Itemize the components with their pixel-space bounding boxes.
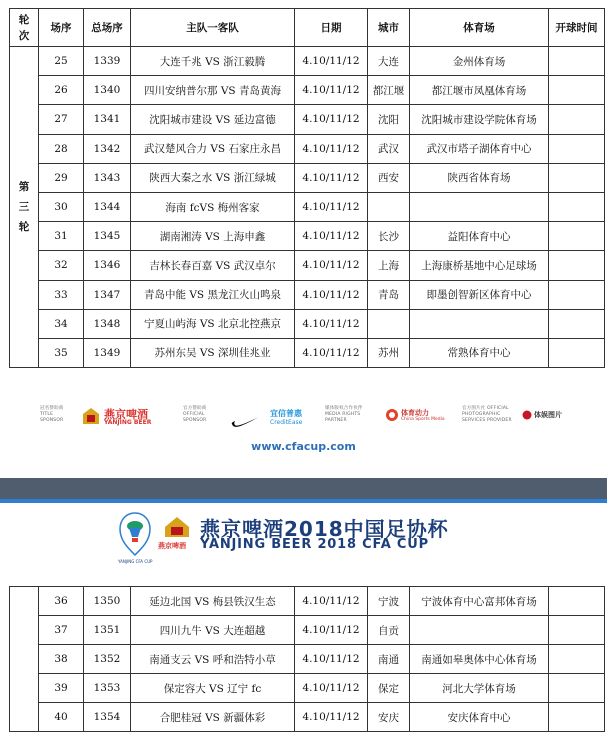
city: 上海 (368, 251, 410, 280)
match-date: 4.10/11/12 (295, 163, 368, 192)
stadium (410, 309, 549, 338)
city: 保定 (368, 674, 410, 703)
header-round-label: 轮次 (18, 13, 30, 42)
city (368, 309, 410, 338)
stadium: 益阳体育中心 (410, 222, 549, 251)
match-date: 4.10/11/12 (295, 309, 368, 338)
table-row (10, 134, 605, 163)
stadium: 都江堰市凤凰体育场 (410, 76, 549, 105)
beer-crest-icon (80, 406, 102, 428)
table-row (10, 251, 605, 280)
stadium: 陕西省体育场 (410, 163, 549, 192)
cup-banner (0, 503, 607, 573)
kickoff-time (549, 134, 605, 163)
match-date: 4.10/11/12 (295, 47, 368, 76)
city: 青岛 (368, 280, 410, 309)
header-match: 场序 (39, 9, 84, 47)
city: 沈阳 (368, 105, 410, 134)
stadium: 常熟体育中心 (410, 338, 549, 367)
media-partner (325, 406, 373, 424)
teams: 合肥桂冠 VS 新疆体彩 (131, 703, 295, 732)
kickoff-time (549, 309, 605, 338)
stadium: 上海康桥基地中心足球场 (410, 251, 549, 280)
stadium: 南通如皋奥体中心体育场 (410, 645, 549, 674)
banner-subtitle: YANJING BEER 2018 CFA CUP (200, 537, 429, 552)
kickoff-time (549, 76, 605, 105)
match-number: 26 (39, 76, 84, 105)
match-date: 4.10/11/12 (295, 134, 368, 163)
total-match-number: 1354 (84, 703, 131, 732)
site-url-link[interactable]: www.cfacup.com (251, 440, 356, 453)
official-sponsor (183, 406, 219, 424)
total-match-number: 1346 (84, 251, 131, 280)
match-number: 38 (39, 645, 84, 674)
photo-agency-icon (522, 410, 532, 420)
creditease-en: CreditEase (270, 419, 303, 426)
match-number: 25 (39, 47, 84, 76)
match-number: 35 (39, 338, 84, 367)
total-match-number: 1339 (84, 47, 131, 76)
total-match-number: 1350 (84, 587, 131, 616)
match-date: 4.10/11/12 (295, 338, 368, 367)
photo-partner-caption: 官方图片社 OFFICIAL PHOTOGRAPHIC SERVICES PROVIDER (462, 406, 512, 423)
city: 大连 (368, 47, 410, 76)
official-sponsor-caption: 官方赞助商 OFFICIAL SPONSOR (183, 406, 207, 423)
match-date: 4.10/11/12 (295, 616, 368, 645)
table-header-row (10, 9, 605, 47)
kickoff-time (549, 192, 605, 221)
match-date: 4.10/11/12 (295, 222, 368, 251)
creditease-text: 宜信普惠 (270, 409, 302, 418)
header-city: 城市 (368, 9, 410, 47)
teams: 延边北国 VS 梅县铁汉生态 (131, 587, 295, 616)
match-date: 4.10/11/12 (295, 587, 368, 616)
kickoff-time (549, 338, 605, 367)
total-match-number: 1353 (84, 674, 131, 703)
teams: 海南 fcVS 梅州客家 (131, 192, 295, 221)
kickoff-time (549, 280, 605, 309)
total-match-number: 1348 (84, 309, 131, 338)
teams: 吉林长春百嘉 VS 武汉卓尔 (131, 251, 295, 280)
kickoff-time (549, 645, 605, 674)
match-number: 31 (39, 222, 84, 251)
title-sponsor-caption: 冠名赞助商 TITLE SPONSOR (40, 406, 64, 423)
match-date: 4.10/11/12 (295, 105, 368, 134)
table-row (10, 674, 605, 703)
table-row (10, 703, 605, 732)
city: 西安 (368, 163, 410, 192)
round-label: 第三轮 (18, 181, 30, 234)
match-number: 27 (39, 105, 84, 134)
cfa-cup-logo-icon (116, 511, 154, 557)
stadium: 沈阳城市建设学院体育场 (410, 105, 549, 134)
kickoff-time (549, 251, 605, 280)
match-number: 36 (39, 587, 84, 616)
schedule-table-round3 (9, 8, 605, 368)
city (368, 192, 410, 221)
match-date: 4.10/11/12 (295, 280, 368, 309)
header-teams: 主队一客队 (131, 9, 295, 47)
table-row (10, 222, 605, 251)
table-row (10, 76, 605, 105)
match-number: 28 (39, 134, 84, 163)
kickoff-time (549, 616, 605, 645)
total-match-number: 1349 (84, 338, 131, 367)
match-number: 30 (39, 192, 84, 221)
total-match-number: 1352 (84, 645, 131, 674)
city: 苏州 (368, 338, 410, 367)
total-match-number: 1351 (84, 616, 131, 645)
title-logo-en: YANJING BEER (104, 419, 152, 426)
photo-partner (462, 406, 516, 424)
sports-media-icon (385, 408, 399, 422)
table-row (10, 338, 605, 367)
table-row (10, 587, 605, 616)
total-match-number: 1345 (84, 222, 131, 251)
match-date: 4.10/11/12 (295, 703, 368, 732)
teams: 苏州东吴 VS 深圳佳兆业 (131, 338, 295, 367)
city: 宁波 (368, 587, 410, 616)
stadium: 即墨创智新区体育中心 (410, 280, 549, 309)
teams: 保定容大 VS 辽宁 fc (131, 674, 295, 703)
page-divider-bar (0, 478, 607, 499)
banner-beer-label: 燕京啤酒 (158, 542, 186, 550)
match-number: 37 (39, 616, 84, 645)
kickoff-time (549, 222, 605, 251)
total-match-number: 1347 (84, 280, 131, 309)
city: 安庆 (368, 703, 410, 732)
total-match-number: 1344 (84, 192, 131, 221)
match-date: 4.10/11/12 (295, 192, 368, 221)
photo-logo-text: 体娱图片 (534, 411, 562, 419)
match-number: 40 (39, 703, 84, 732)
total-match-number: 1342 (84, 134, 131, 163)
creditease-logo (270, 408, 302, 426)
title-sponsor (40, 406, 76, 424)
banner-title: 燕京啤酒2018中国足协杯 (200, 517, 449, 541)
stadium: 宁波体育中心富邦体育场 (410, 587, 549, 616)
stadium: 武汉市塔子湖体育中心 (410, 134, 549, 163)
total-match-number: 1341 (84, 105, 131, 134)
table-row (10, 309, 605, 338)
match-date: 4.10/11/12 (295, 251, 368, 280)
city: 南通 (368, 645, 410, 674)
round-cell (10, 47, 39, 368)
media-logo-en: China Sports Media (401, 417, 445, 422)
teams: 湖南湘涛 VS 上海申鑫 (131, 222, 295, 251)
teams: 武汉楚风合力 VS 石家庄永昌 (131, 134, 295, 163)
teams: 青岛中能 VS 黑龙江火山鸣泉 (131, 280, 295, 309)
sponsor-strip (0, 398, 607, 440)
city: 自贡 (368, 616, 410, 645)
table-row (10, 105, 605, 134)
stadium: 安庆体育中心 (410, 703, 549, 732)
total-match-number: 1340 (84, 76, 131, 105)
teams: 宁夏山屿海 VS 北京北控燕京 (131, 309, 295, 338)
match-date: 4.10/11/12 (295, 76, 368, 105)
table-row (10, 616, 605, 645)
round-cell (10, 587, 39, 732)
header-date: 日期 (295, 9, 368, 47)
teams: 大连千兆 VS 浙江毅腾 (131, 47, 295, 76)
stadium (410, 616, 549, 645)
header-round (10, 9, 39, 47)
header-stadium: 体育场 (410, 9, 549, 47)
teams: 南通支云 VS 呼和浩特小草 (131, 645, 295, 674)
kickoff-time (549, 587, 605, 616)
title-logo-text: 燕京啤酒 (104, 408, 148, 421)
teams: 四川九牛 VS 大连超越 (131, 616, 295, 645)
table-row (10, 280, 605, 309)
nike-swoosh-icon (230, 414, 260, 430)
match-number: 33 (39, 280, 84, 309)
kickoff-time (549, 47, 605, 76)
teams: 沈阳城市建设 VS 延边富德 (131, 105, 295, 134)
city: 武汉 (368, 134, 410, 163)
media-partner-caption: 媒体版权合作伙伴 MEDIA RIGHTS PARTNER (325, 406, 363, 423)
match-number: 39 (39, 674, 84, 703)
match-date: 4.10/11/12 (295, 674, 368, 703)
stadium: 河北大学体育场 (410, 674, 549, 703)
header-kickoff: 开球时间 (549, 9, 605, 47)
schedule-table-continued (9, 586, 605, 732)
match-number: 32 (39, 251, 84, 280)
table-row (10, 645, 605, 674)
match-number: 29 (39, 163, 84, 192)
header-total: 总场序 (84, 9, 131, 47)
stadium (410, 192, 549, 221)
teams: 四川安纳普尔那 VS 青岛黄海 (131, 76, 295, 105)
city: 长沙 (368, 222, 410, 251)
kickoff-time (549, 163, 605, 192)
table-row (10, 163, 605, 192)
kickoff-time (549, 703, 605, 732)
match-date: 4.10/11/12 (295, 645, 368, 674)
stadium: 金州体育场 (410, 47, 549, 76)
teams: 陕西大秦之水 VS 浙江绿城 (131, 163, 295, 192)
banner-cup-label: YANJING CFA CUP (118, 559, 153, 564)
city: 都江堰 (368, 76, 410, 105)
kickoff-time (549, 105, 605, 134)
table-row (10, 47, 605, 76)
total-match-number: 1343 (84, 163, 131, 192)
match-number: 34 (39, 309, 84, 338)
kickoff-time (549, 674, 605, 703)
media-logo-text: 体育动力 (401, 409, 429, 417)
table-row (10, 192, 605, 221)
